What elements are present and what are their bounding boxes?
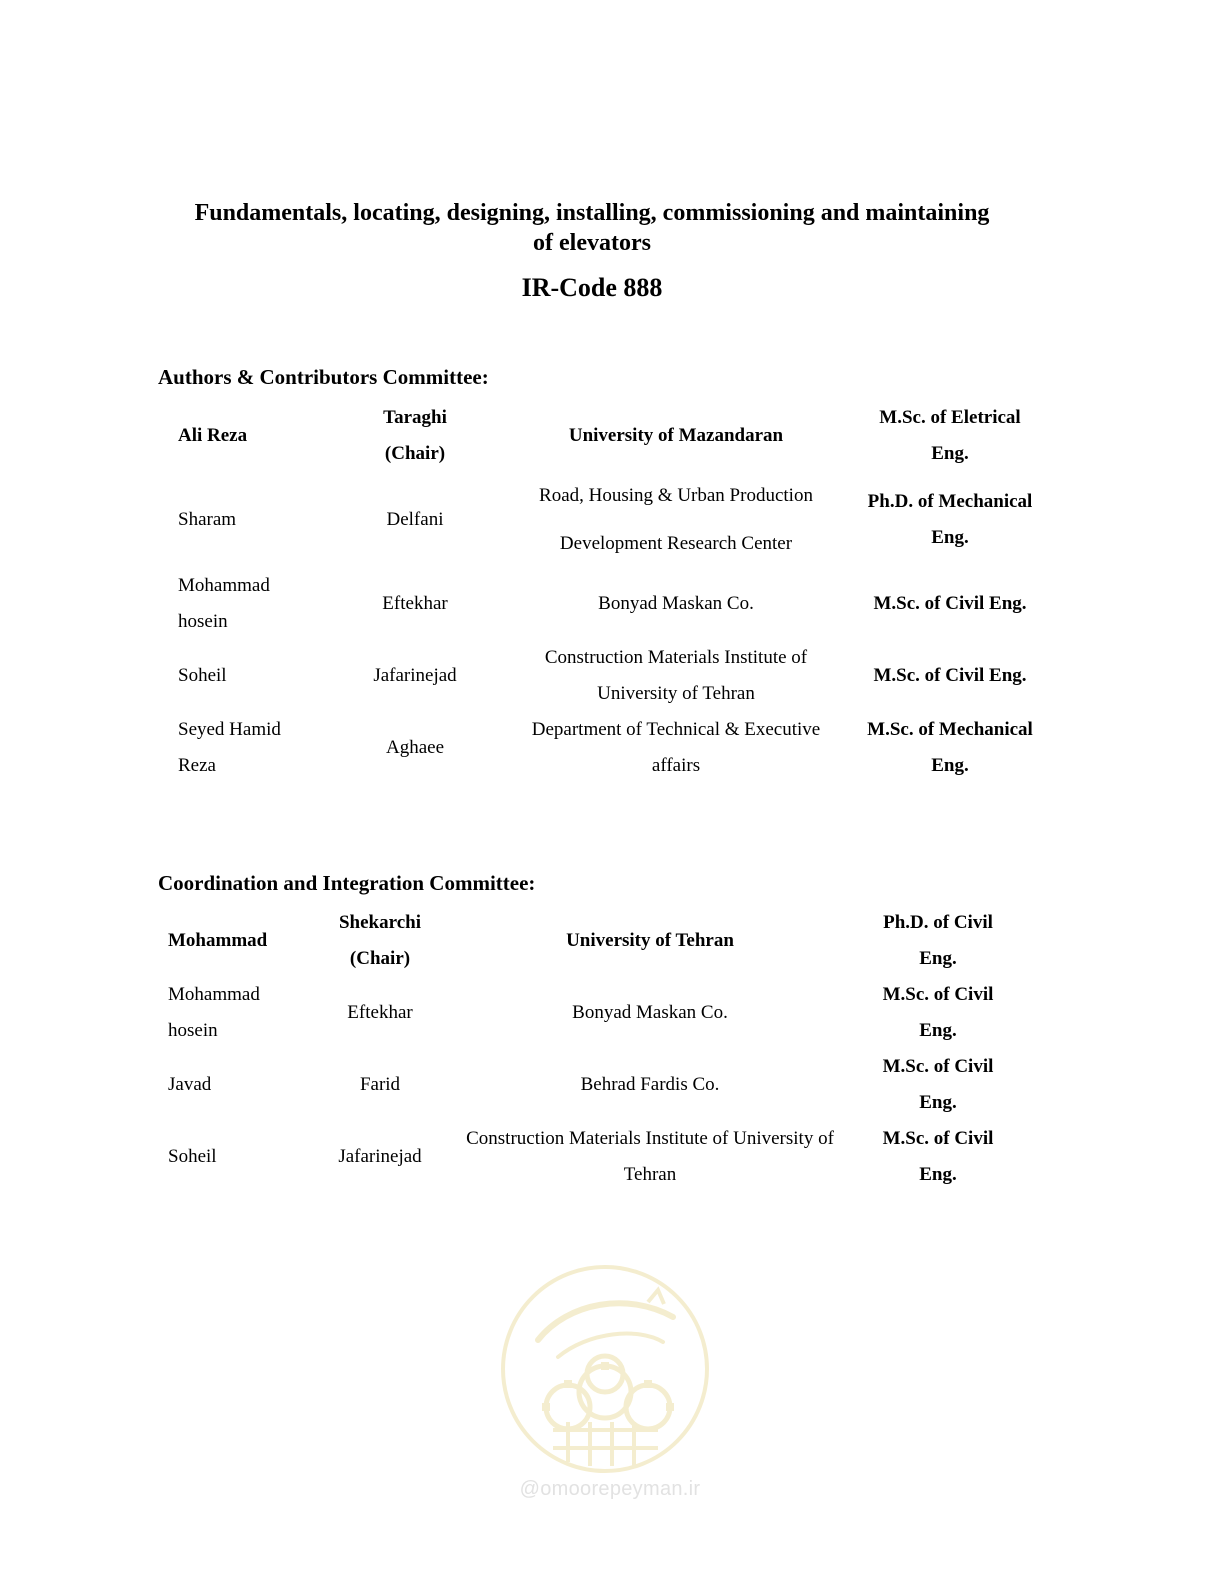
degree-cell: M.Sc. of Civil Eng. (882, 984, 994, 1041)
degree-cell: M.Sc. of Civil Eng. (882, 1056, 994, 1113)
first-name-cell: Javad (168, 1074, 212, 1095)
table-row (158, 472, 1040, 568)
degree-cell: M.Sc. of Civil Eng. (873, 593, 1027, 614)
document-title-line-2: of elevators (533, 230, 651, 256)
first-name-cell: Ali Reza (178, 425, 248, 446)
organization-cell: Department of Technical & Executive affairs (531, 719, 821, 776)
first-name-cell: Mohammad hosein (178, 575, 270, 632)
table-row (158, 905, 1018, 977)
first-name-cell: Mohammad hosein (168, 984, 260, 1041)
watermark-text: @omoorepeyman.ir (519, 1478, 701, 1500)
organization-cell: Behrad Fardis Co. (580, 1074, 720, 1095)
document-title-line-1: Fundamentals, locating, designing, installing, commissioning and maintaining (194, 200, 990, 226)
gear-logo-icon (498, 1262, 712, 1476)
organization-cell: Construction Materials Institute of University of Tehran (466, 1128, 834, 1185)
first-name-cell: Mohammad (168, 930, 268, 951)
table-row (158, 1049, 1018, 1121)
coordination-committee-heading: Coordination and Integration Committee: (158, 871, 536, 895)
table-row (158, 400, 1040, 472)
organization-cell: Construction Materials Institute of University of Tehran (544, 647, 808, 704)
last-name-cell: Shekarchi (Chair) (338, 912, 421, 969)
organization-cell: University of Mazandaran (568, 425, 784, 446)
degree-cell: M.Sc. of Civil Eng. (882, 1128, 994, 1185)
degree-cell: Ph.D. of Civil Eng. (883, 912, 993, 969)
last-name-cell: Delfani (386, 509, 444, 530)
table-row (158, 640, 1040, 712)
table-row (158, 1121, 1018, 1193)
authors-committee-heading: Authors & Contributors Committee: (158, 365, 489, 389)
table-row (158, 977, 1018, 1049)
coordination-committee-table (158, 905, 1018, 1193)
document-code: IR-Code 888 (521, 273, 663, 302)
first-name-cell: Soheil (178, 665, 227, 686)
first-name-cell: Soheil (168, 1146, 217, 1167)
last-name-cell: Aghaee (385, 737, 445, 758)
last-name-cell: Farid (359, 1074, 401, 1095)
table-row (158, 712, 1040, 784)
authors-committee-table (158, 400, 1040, 784)
last-name-cell: Eftekhar (382, 593, 448, 614)
organization-cell: University of Tehran (566, 930, 734, 951)
organization-cell: Bonyad Maskan Co. (598, 593, 754, 614)
last-name-cell: Eftekhar (347, 1002, 413, 1023)
table-row (158, 568, 1040, 640)
degree-cell: M.Sc. of Eletrical Eng. (879, 407, 1021, 464)
organization-cell: Bonyad Maskan Co. (572, 1002, 728, 1023)
watermark-logo (498, 1262, 712, 1512)
first-name-cell: Seyed Hamid Reza (178, 719, 281, 776)
first-name-cell: Sharam (178, 509, 237, 530)
degree-cell: M.Sc. of Mechanical Eng. (867, 719, 1033, 776)
document-title-block (150, 198, 1034, 304)
degree-cell: M.Sc. of Civil Eng. (873, 665, 1027, 686)
degree-cell: Ph.D. of Mechanical Eng. (867, 491, 1033, 548)
organization-cell: Road, Housing & Urban Production Development Research Center (539, 485, 813, 554)
last-name-cell: Jafarinejad (338, 1146, 422, 1167)
last-name-cell: Jafarinejad (373, 665, 457, 686)
last-name-cell: Taraghi (Chair) (383, 407, 447, 464)
